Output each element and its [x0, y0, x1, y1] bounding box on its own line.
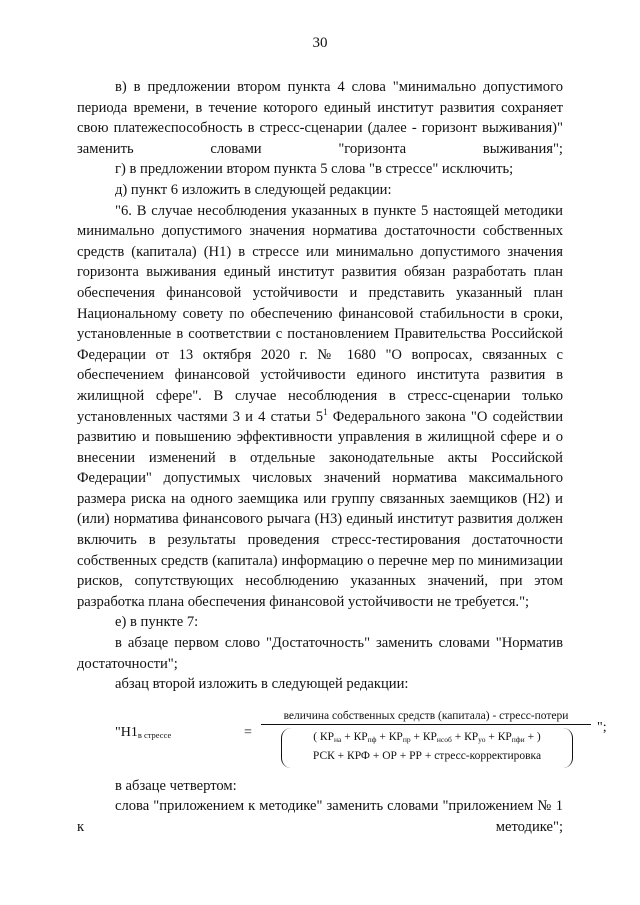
- formula-term: + КР: [451, 730, 479, 743]
- point-6-text-part2: Федерального закона "О содействии развитию и повышению эффективности управления в жилищной сфере и о внесении изменений в отдельные законодательные акты Российской Федерации" допустимых числовых значений норматива максимального размера риска на одного заемщика или группу связанных заемщиков (Н2) и (или) норматива финансового рычага (Н3) единый институт развития должен включить в результаты проведения стресс-тестирования достаточности собственных средств (капитала) информацию о перечне мер по минимизации рисков, сопутствующих несоблюдению указанных значений, при этом разработка плана обеспечения финансовой устойчивости не требуется.";: [77, 408, 563, 610]
- point-6-text-part1: "6. В случае несоблюдения указанных в пункте 5 настоящей методики минимально допустимого значения норматива достаточности собственных средств (капитала) (Н1) в стрессе или минимально допустимого значения горизонта выживания единый институт развития обязан разработать план обеспечения финансовой устойчивости и представить указанный план Национальному совету по обеспечению финансовой стабильности в сроки, установленные в соответствии с постановлением Правительства Российской Федерации от 13 октября 2020 г. № 1680 "О вопросах, связанных с обеспечением финансовой устойчивости единого института развития в жилищной сфере". В случае несоблюдения в стресс-сценарии только установленных частями 3 и 4 статьи 5: [77, 202, 563, 425]
- paragraph-item-v: в) в предложении втором пункта 4 слова "минимально допустимого периода времени, в течение которого единый институт развития сохраняет свою платежеспособность в стресс-сценарии (далее - горизонт выживания)" заменить словами "горизонта выживания";: [77, 79, 563, 157]
- formula-term: + КР: [485, 730, 512, 743]
- paragraph-abzac-1: в абзаце первом слово "Достаточность" заменить словами "Норматив достаточности";: [77, 635, 563, 672]
- formula-closing-quote: ";: [597, 719, 607, 735]
- paragraph-abzac-4: в абзаце четвертом:: [115, 777, 237, 794]
- document-body: [77, 77, 607, 838]
- paragraph-item-d: д) пункт 6 изложить в следующей редакции:: [115, 181, 392, 198]
- formula-lhs: [115, 723, 171, 744]
- formula-subscript: уо: [478, 734, 486, 744]
- formula-fraction-bar: [261, 724, 591, 725]
- formula-h1: [77, 702, 607, 772]
- formula-denominator-line-1: [282, 728, 572, 747]
- formula-numerator: величина собственных средств (капитала) - стресс-потери: [283, 709, 569, 722]
- formula-subscript: пр: [402, 734, 411, 744]
- paragraph-item-e: е) в пункте 7:: [115, 614, 199, 631]
- formula-term: + КР: [410, 730, 437, 743]
- formula-equals: =: [244, 724, 252, 740]
- formula-lhs-symbol: "Н1: [115, 724, 138, 740]
- formula-subscript: нсоб: [436, 734, 452, 744]
- paragraph-abzac-2: абзац второй изложить в следующей редакции:: [115, 676, 409, 693]
- formula-denominator: [281, 728, 573, 768]
- formula-subscript: пфи: [511, 734, 525, 744]
- paragraph-item-g: г) в предложении втором пункта 5 слова "в стрессе" исключить;: [115, 161, 514, 178]
- formula-denominator-line-2: РСК + КРФ + ОР + РР + стресс-корректировка: [312, 749, 542, 762]
- formula-term: + КР: [341, 730, 368, 743]
- formula-subscript: пф: [367, 734, 377, 744]
- page-number: 30: [312, 35, 328, 51]
- paragraph-replace-words: слова "приложением к методике" заменить словами "приложением № 1 к методике";: [77, 798, 563, 835]
- formula-term: + КР: [376, 730, 403, 743]
- formula-lhs-subscript: в стрессе: [137, 729, 172, 740]
- formula-subscript: на: [334, 734, 342, 744]
- paragraph-point-6: [77, 201, 563, 613]
- formula-term: + ): [524, 730, 541, 743]
- formula-term: ( КР: [313, 730, 334, 743]
- article-superscript: 1: [323, 406, 328, 417]
